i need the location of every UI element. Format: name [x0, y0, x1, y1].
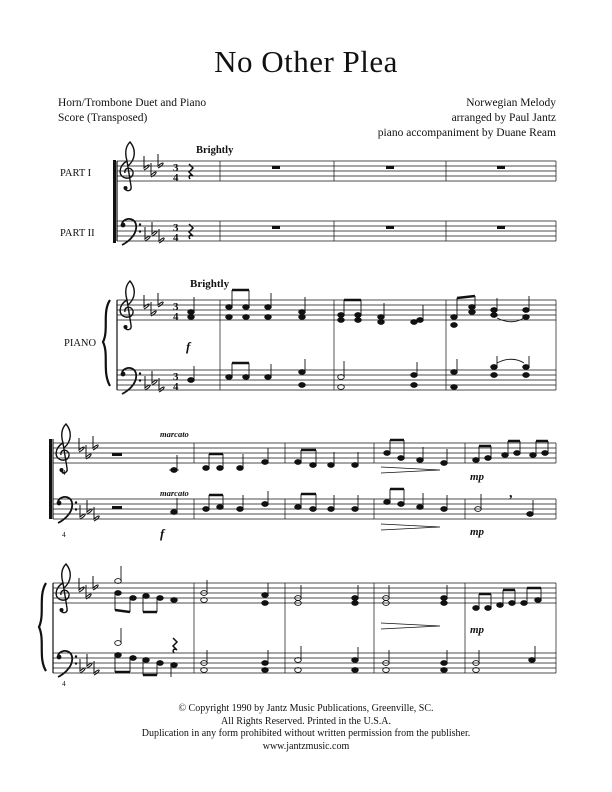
flat-icon [145, 227, 150, 241]
rights-line: All Rights Reserved. Printed in the U.S.A. [221, 715, 391, 727]
piano-credit: piano accompaniment by Duane Ream [377, 127, 556, 139]
breath-mark: , [509, 486, 513, 501]
tempo-marking-piano: Brightly [190, 278, 230, 290]
dynamic-forte-piano: f [186, 339, 191, 354]
svg-text:4: 4 [173, 232, 179, 244]
flat-icon [87, 500, 92, 514]
copyright-line: © Copyright 1990 by Jantz Music Publications, Greenville, SC. [178, 703, 434, 714]
whole-rest-icon [386, 226, 394, 229]
flat-icon [151, 163, 156, 177]
svg-text:3: 3 [173, 371, 179, 383]
instrumentation-line: Horn/Trombone Duet and Piano [58, 97, 207, 109]
whole-rest-icon [497, 226, 505, 229]
flat-icon [79, 438, 84, 452]
system-1 [60, 142, 556, 394]
piano-grand-staff [103, 281, 556, 394]
brace-icon [39, 583, 46, 671]
svg-text:3: 3 [173, 301, 179, 313]
flat-icon [144, 156, 149, 170]
duplication-notice: Duplication in any form prohibited without written permission from the publisher. [141, 728, 471, 739]
flat-icon [87, 654, 92, 668]
tempo-marking-duet: Brightly [196, 145, 234, 156]
flat-icon [79, 578, 84, 592]
marcato-part1: marcato [160, 429, 189, 439]
whole-rest-icon [272, 226, 280, 229]
measure-number-staff2: 4 [62, 530, 66, 539]
piano-rh-notes-system2 [115, 566, 542, 612]
dynamic-mp-part2: mp [470, 526, 485, 538]
svg-text:3: 3 [173, 162, 179, 174]
whole-rest-icon [272, 166, 280, 169]
flat-icon [86, 445, 91, 459]
whole-rest-icon [386, 166, 394, 169]
part1-label: PART I [60, 168, 92, 179]
dynamic-forte-part2: f [160, 526, 165, 541]
half-rest-icon [112, 453, 122, 456]
dynamic-mp-part1: mp [470, 471, 485, 483]
svg-text:4: 4 [173, 172, 179, 184]
part2-staff-system2 [53, 486, 556, 530]
copyright-footer [0, 703, 612, 753]
arranger-credit: arranged by Paul Jantz [451, 112, 556, 124]
piano-lh-notes [188, 356, 530, 389]
piano-grand-staff-system2 [39, 564, 556, 677]
diminuendo-hairpin [381, 467, 440, 473]
flat-icon [86, 585, 91, 599]
measure-number-piano: 4 [62, 679, 66, 688]
system-2 [39, 424, 556, 688]
part1-staff-system2 [53, 424, 556, 473]
flat-icon [145, 376, 150, 390]
flat-icon [152, 371, 157, 385]
melody-source: Norwegian Melody [466, 97, 556, 109]
part2-label: PART II [60, 228, 95, 239]
brace-icon [103, 300, 110, 386]
part1-staff [117, 142, 556, 191]
svg-text:3: 3 [173, 222, 179, 234]
half-rest-icon [112, 506, 122, 509]
flat-icon [151, 302, 156, 316]
measure-number-staff1: 4 [62, 468, 66, 477]
publisher-website: www.jantzmusic.com [262, 740, 350, 752]
flat-icon [152, 222, 157, 236]
marcato-part2: marcato [160, 488, 189, 498]
dynamic-mp-piano: mp [470, 624, 485, 636]
flat-icon [80, 505, 85, 519]
diminuendo-hairpin [381, 524, 440, 530]
svg-text:4: 4 [173, 381, 179, 393]
part2-staff [117, 219, 556, 245]
piece-title: No Other Plea [214, 44, 398, 79]
whole-rest-icon [497, 166, 505, 169]
flat-icon [144, 295, 149, 309]
flat-icon [80, 659, 85, 673]
piano-rh-notes [188, 290, 530, 327]
svg-text:4: 4 [173, 311, 179, 323]
score-type-line: Score (Transposed) [58, 112, 148, 124]
diminuendo-hairpin [381, 623, 440, 629]
piano-label: PIANO [64, 338, 97, 349]
